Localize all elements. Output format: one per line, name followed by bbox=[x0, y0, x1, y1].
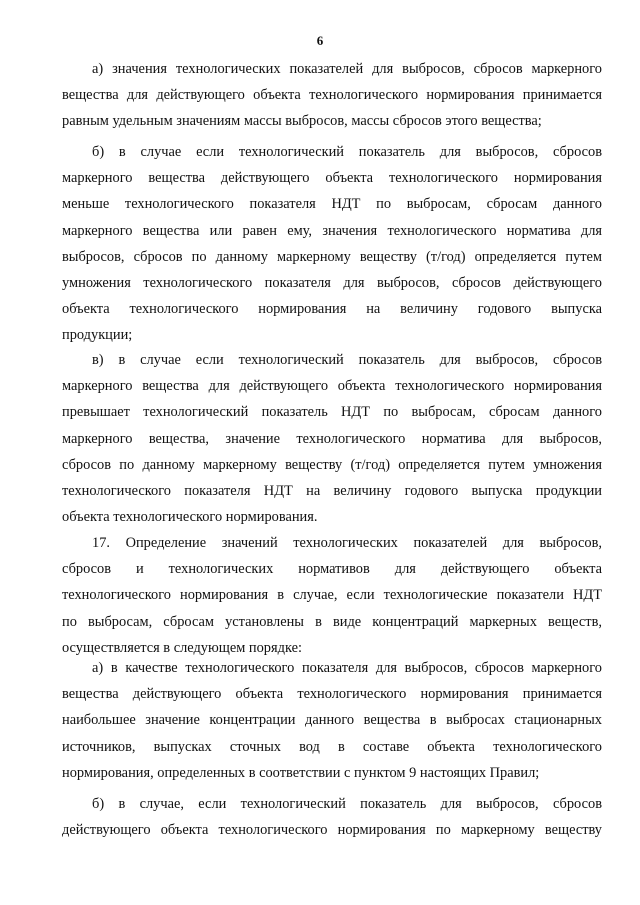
paragraph-line: равным удельным значениям массы выбросов, массы сбросов этого вещества; bbox=[62, 113, 542, 130]
paragraph-line: умножения технологического показателя для выбросов, сбросов действующего bbox=[62, 275, 602, 292]
paragraph-line: сбросов и технологических нормативов для действующего объекта bbox=[62, 561, 602, 578]
paragraph-clause-17 bbox=[62, 530, 602, 661]
paragraph-line: наибольшее значение концентрации данного вещества в выбросах стационарных bbox=[62, 712, 602, 729]
paragraph-line: по выбросам, сбросам установлены в виде концентраций маркерных веществ, bbox=[62, 613, 602, 630]
paragraph-clause-17-b bbox=[62, 791, 602, 843]
paragraph-line: 17. Определение значений технологических показателей для выбросов, bbox=[92, 535, 602, 551]
paragraph-line: б) в случае если технологический показатель для выбросов, сбросов bbox=[92, 144, 602, 160]
paragraph-line: выбросов, сбросов по данному маркерному веществу (т/год) определяется путем bbox=[62, 248, 602, 265]
paragraph-item-b bbox=[62, 139, 602, 349]
paragraph-line: осуществляется в следующем порядке: bbox=[62, 639, 302, 656]
paragraph-item-a bbox=[62, 56, 602, 135]
paragraph-line: маркерного вещества действующего объекта технологического нормирования bbox=[62, 170, 602, 187]
paragraph-line: действующего объекта технологического нормирования по маркерному веществу bbox=[62, 822, 602, 839]
paragraph-line: вещества действующего объекта технологического нормирования принимается bbox=[62, 686, 602, 703]
paragraph-line: нормирования, определенных в соответствии с пунктом 9 настоящих Правил; bbox=[62, 764, 540, 781]
paragraph-item-c bbox=[62, 347, 602, 530]
paragraph-line: технологического показателя НДТ на величину годового выпуска продукции bbox=[62, 483, 602, 500]
paragraph-line: объекта технологического нормирования. bbox=[62, 509, 318, 526]
paragraph-line: вещества для действующего объекта технологического нормирования принимается bbox=[62, 87, 602, 104]
paragraph-line: маркерного вещества или равен ему, значения технологического норматива для bbox=[62, 222, 602, 239]
paragraph-line: источников, выпусках сточных вод в составе объекта технологического bbox=[62, 738, 602, 755]
paragraph-line: продукции; bbox=[62, 327, 133, 344]
page-number: 6 bbox=[316, 33, 324, 48]
paragraph-line: технологического нормирования в случае, если технологические показатели НДТ bbox=[62, 587, 602, 604]
paragraph-line: б) в случае, если технологический показатель для выбросов, сбросов bbox=[92, 796, 602, 812]
paragraph-line: сбросов по данному маркерному веществу (т/год) определяется путем умножения bbox=[62, 456, 602, 473]
paragraph-line: меньше технологического показателя НДТ по выбросам, сбросам данного bbox=[62, 196, 602, 213]
paragraph-line: маркерного вещества для действующего объекта технологического нормирования bbox=[62, 378, 602, 395]
paragraph-line: а) значения технологических показателей для выбросов, сбросов маркерного bbox=[92, 61, 602, 77]
paragraph-line: превышает технологический показатель НДТ по выбросам, сбросам данного bbox=[62, 404, 602, 421]
paragraph-clause-17-a bbox=[62, 655, 602, 786]
paragraph-line: в) в случае если технологический показатель для выбросов, сбросов bbox=[92, 352, 602, 368]
paragraph-line: а) в качестве технологического показателя для выбросов, сбросов маркерного bbox=[92, 660, 602, 676]
paragraph-line: объекта технологического нормирования на величину годового выпуска bbox=[62, 301, 602, 318]
paragraph-line: маркерного вещества, значение технологического норматива для выбросов, bbox=[62, 430, 602, 447]
